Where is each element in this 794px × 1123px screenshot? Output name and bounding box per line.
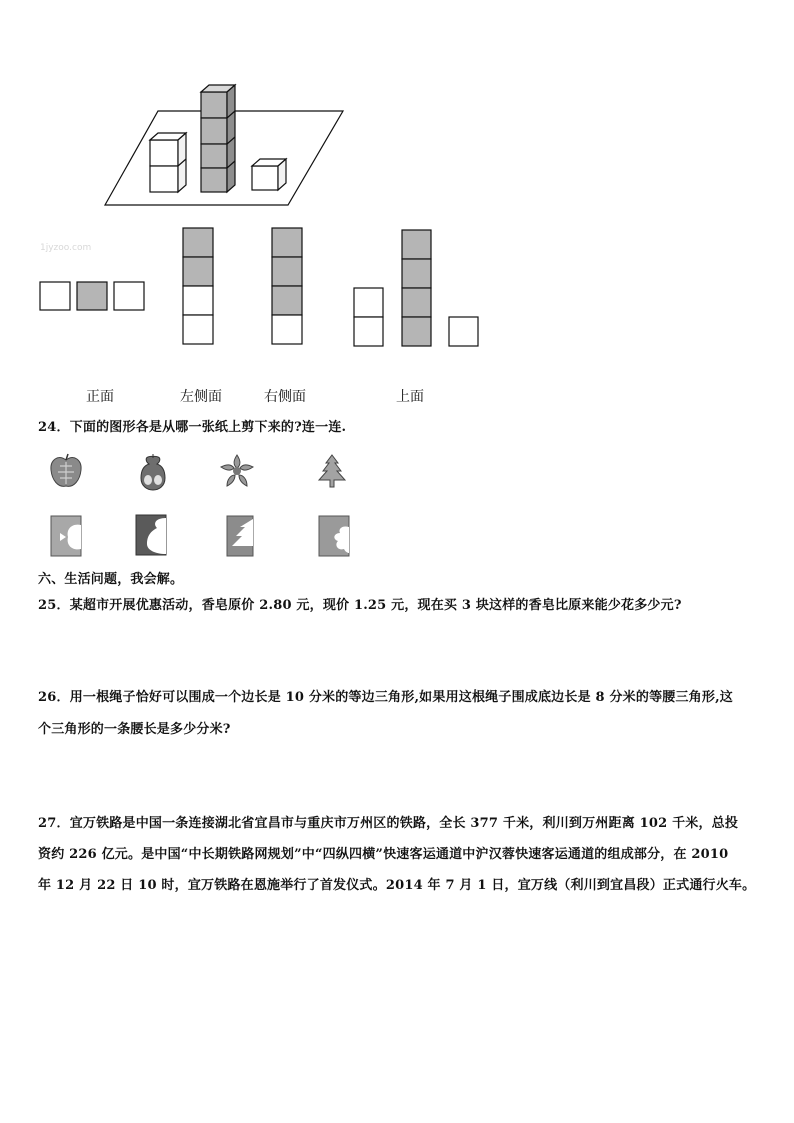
label-top-view: 上面 xyxy=(396,389,424,405)
paper-flower-half-icon xyxy=(318,515,350,557)
question-27-text-3: 年 12 月 22 日 10 时，宜万铁路在恩施举行了首发仪式。2014 年 7 月 1 日，宜万线（利川到宜昌段）正式通行火车。 xyxy=(38,878,756,893)
tree-cutout-icon xyxy=(314,453,350,491)
question-26-text-2: 个三角形的一条腰长是多少分米? xyxy=(38,722,231,737)
question-25-number: 25． xyxy=(38,598,70,613)
views-figure xyxy=(0,0,500,360)
apple-cutout-icon xyxy=(48,452,84,490)
flower-cutout-icon xyxy=(219,453,255,489)
question-26-line1 xyxy=(38,686,733,705)
question-25 xyxy=(38,594,682,613)
question-27-line1 xyxy=(38,812,738,831)
label-front-view: 正面 xyxy=(86,389,114,405)
question-27-text-1: 宜万铁路是中国一条连接湖北省宜昌市与重庆市万州区的铁路，全长 377 千米，利川到万州距离 102 千米，总投 xyxy=(69,816,739,831)
question-24-text: 下面的图形各是从哪一张纸上剪下来的?连一连. xyxy=(69,420,347,435)
question-27-number: 27． xyxy=(38,816,70,831)
label-right-view: 右侧面 xyxy=(264,389,306,405)
paper-apple-half-icon xyxy=(50,515,82,557)
paper-gourd-half-icon xyxy=(135,514,167,556)
paper-tree-half-icon xyxy=(226,515,254,557)
gourd-cutout-icon xyxy=(137,452,169,492)
question-24-number: 24． xyxy=(38,420,70,435)
question-26-number: 26． xyxy=(38,690,70,705)
question-26-text-1: 用一根绳子恰好可以围成一个边长是 10 分米的等边三角形,如果用这根绳子围成底边长是 8 分米的等腰三角形,这 xyxy=(69,690,733,705)
question-25-text: 某超市开展优惠活动，香皂原价 2.80 元，现价 1.25 元，现在买 3 块这样的香皂比原来能少花多少元? xyxy=(69,598,682,613)
question-27-text-2: 资约 226 亿元。是中国“中长期铁路网规划”中“四纵四横”快速客运通道中沪汉蓉快速客运通道的组成部分，在 2010 xyxy=(38,847,729,862)
watermark-text: 1jyzoo.com xyxy=(40,243,92,253)
label-left-view: 左侧面 xyxy=(180,389,222,405)
section-six-heading: 六、生活问题，我会解。 xyxy=(38,572,184,587)
question-24 xyxy=(38,416,346,435)
